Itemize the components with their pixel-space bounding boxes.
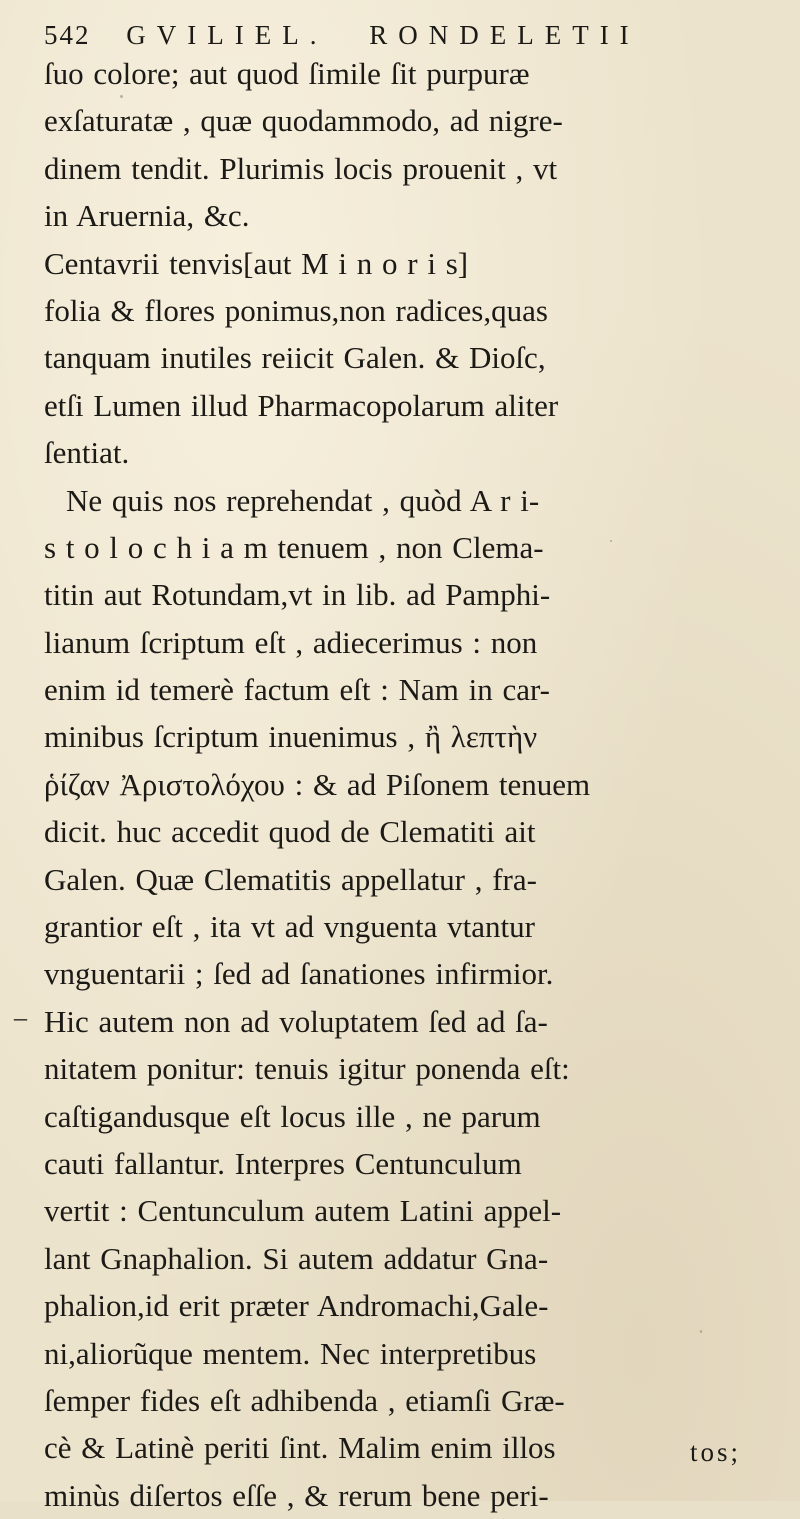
text-line: vnguentarii ; ſed ad ſanationes infirmior.: [44, 956, 554, 992]
running-title-name: RONDELETII: [369, 20, 640, 50]
text-line: nitatem ponitur: tenuis igitur ponenda eſt:: [44, 1051, 570, 1087]
text-line: ni,aliorũque mentem. Nec interpretibus: [44, 1335, 537, 1371]
text-line: Hic autem non ad voluptatem ſed ad ſa-: [44, 1003, 548, 1039]
running-title-author: GVILIEL.: [126, 20, 328, 50]
text-line: in Aruernia, &c.: [44, 198, 250, 234]
text-line: dicit. huc accedit quod de Clematiti ait: [44, 814, 536, 850]
text-line: tanquam inutiles reiicit Galen. & Dioſc,: [44, 340, 546, 376]
text-line: Centavrii tenvis[aut M i n o r i s]: [44, 245, 469, 281]
text-line: phalion,id erit præter Andromachi,Gale-: [44, 1288, 549, 1324]
text-line: ſemper fides eſt adhibenda , etiamſi Græ-: [44, 1382, 565, 1418]
text-line: etſi Lumen illud Pharmacopolarum aliter: [44, 387, 559, 423]
text-line: Ne quis nos reprehendat , quòd A r i-: [66, 482, 540, 518]
text-line: enim id temerè factum eſt : Nam in car-: [44, 672, 551, 708]
text-line: minibus ſcriptum inuenimus , ἢ λεπτὴν: [44, 719, 538, 755]
text-line: exſaturatæ , quæ quodammodo, ad nigre-: [44, 103, 563, 139]
text-line: s t o l o c h i a m tenuem , non Clema-: [44, 529, 544, 565]
text-line: vertit : Centunculum autem Latini appel-: [44, 1193, 562, 1229]
text-line: cauti fallantur. Interpres Centunculum: [44, 1145, 522, 1181]
text-line: ſuo colore; aut quod ſimile ſit purpuræ: [44, 56, 530, 91]
body-text: [44, 50, 789, 1519]
text-line: minùs diſertos eſſe , & rerum bene peri-: [44, 1477, 549, 1513]
text-line: titin aut Rotundam,vt in lib. ad Pamphi-: [44, 577, 551, 613]
page-number: 542: [44, 20, 91, 50]
text-line: folia & flores ponimus,non radices,quas: [44, 292, 548, 328]
text-line: cè & Latinè periti ſint. Malim enim illos: [44, 1430, 556, 1466]
margin-mark: –: [14, 1003, 27, 1032]
text-line: ῥίζαν Ἀριστολόχου : & ad Piſonem tenuem: [44, 766, 591, 802]
text-line: dinem tendit. Plurimis locis prouenit , vt: [44, 150, 558, 186]
text-line: ſentiat.: [44, 435, 130, 471]
text-line: grantior eſt , ita vt ad vnguenta vtantur: [44, 909, 535, 945]
text-line: caſtigandusque eſt locus ille , ne parum: [44, 1098, 541, 1134]
catchword: tos;: [690, 1437, 742, 1467]
text-line: lant Gnaphalion. Si autem addatur Gna-: [44, 1240, 549, 1276]
text-line: Galen. Quæ Clematitis appellatur , fra-: [44, 861, 537, 897]
text-line: lianum ſcriptum eſt , adiecerimus : non: [44, 624, 538, 660]
